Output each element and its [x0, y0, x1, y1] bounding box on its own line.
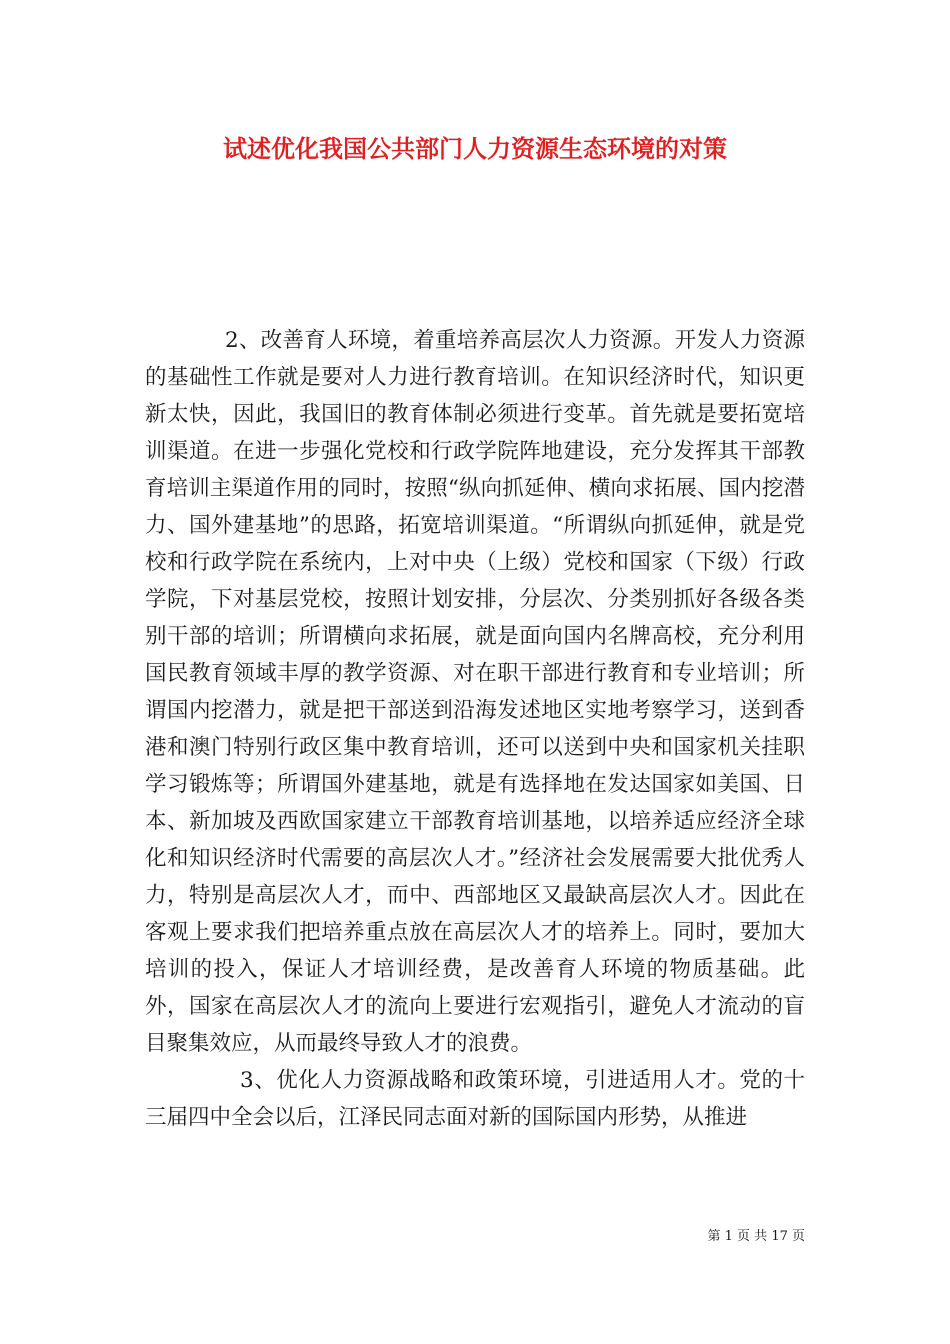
paragraph-2: 3、优化人力资源战略和政策环境，引进适用人才。党的十三届四中全会以后，江泽民同志面对新的国际国内形势，从推进 — [145, 1068, 805, 1130]
paragraph-1: 2、改善育人环境，着重培养高层次人力资源。开发人力资源的基础性工作就是要对人力进行教育培训。在知识经济时代，知识更新太快，因此，我国旧的教育体制必须进行变革。首先就是要拓宽培训渠道。在进一步强化党校和行政学院阵地建设，充分发挥其干部教育培训主渠道作用的同时，按照“纵向抓延伸、横向求拓展、国内挖潜力、国外建基地”的思路，拓宽培训渠道。“所谓纵向抓延伸，就是党校和行政学院在系统内，上对中央（上级）党校和国家（下级）行政学院，下对基层党校，按照计划安排，分层次、分类别抓好各级各类别干部的培训；所谓横向求拓展，就是面向国内名牌高校，充分利用国民教育领域丰厚的教学资源、对在职干部进行教育和专业培训；所谓国内挖潜力，就是把干部送到沿海发述地区实地考察学习，送到香港和澳门特别行政区集中教育培训，还可以送到中央和国家机关挂职学习锻炼等；所谓国外建基地，就是有选择地在发达国家如美国、日本、新加坡及西欧国家建立干部教育培训基地，以培养适应经济全球化和知识经济时代需要的高层次人才。”经济社会发展需要大批优秀人力，特别是高层次人才，而中、西部地区又最缺高层次人才。因此在客观上要求我们把培养重点放在高层次人才的培养上。同时，要加大培训的投入，保证人才培训经费，是改善育人环境的物质基础。此外，国家在高层次人才的流向上要进行宏观指引，避免人才流动的盲目聚集效应，从而最终导致人才的浪费。 — [145, 328, 805, 1056]
document-body — [145, 322, 805, 1136]
page-number-footer: 第 1 页 共 17 页 — [707, 1229, 805, 1244]
document-title: 试述优化我国公共部门人力资源生态环境的对策 — [223, 134, 727, 163]
